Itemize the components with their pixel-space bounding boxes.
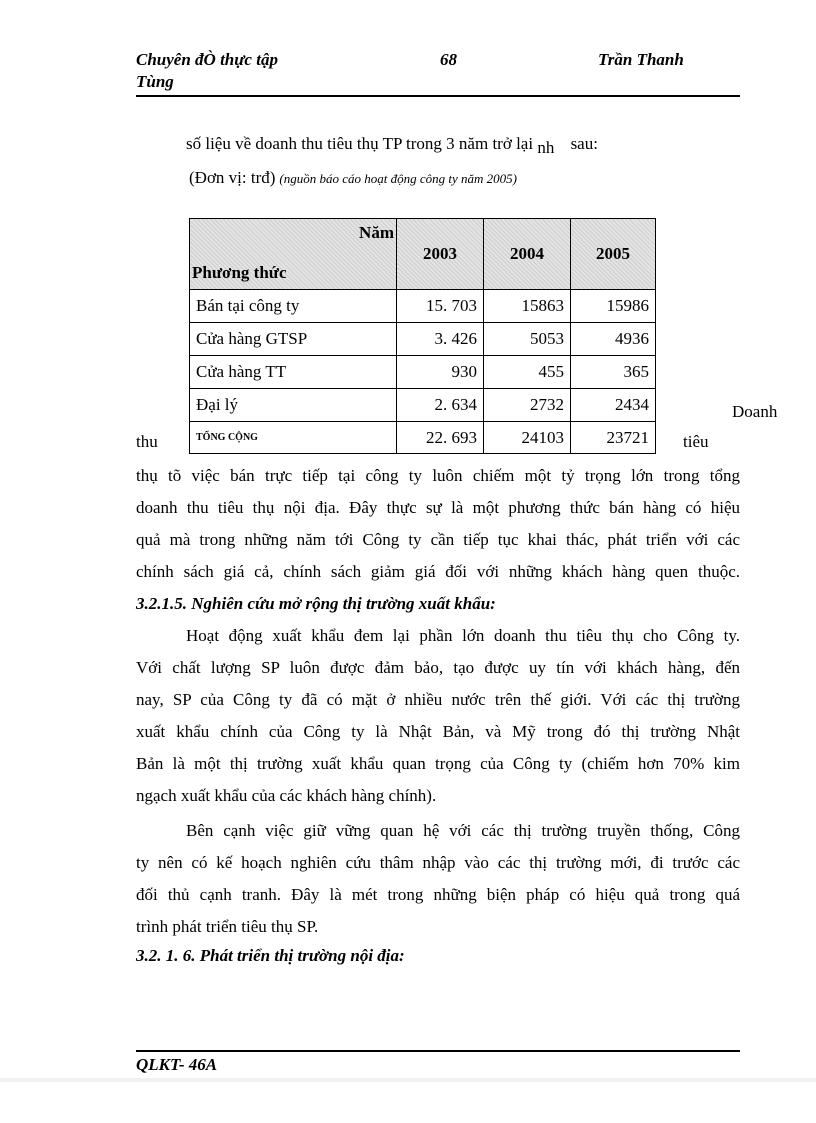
corner-method-label: Phương thức xyxy=(192,263,287,282)
text-line: chính sách giá cả, chính sách giảm giá đối với những khách hàng quen thuộc. xyxy=(136,562,740,581)
intro-line xyxy=(186,134,598,157)
page-bottom-strip xyxy=(0,1078,816,1082)
corner-cell xyxy=(190,219,397,290)
intro-text: số liệu về doanh thu tiêu thụ TP trong 3 năm trở lại xyxy=(186,134,534,153)
text-line: trình phát triển tiêu thụ SP. xyxy=(136,917,319,936)
cell-value: 15863 xyxy=(484,290,571,323)
year-header: 2003 xyxy=(397,219,484,290)
footer-code: QLKT- 46A xyxy=(136,1055,218,1074)
section-heading-export: 3.2.1.5. Nghiên cứu mở rộng thị trường xuất khẩu: xyxy=(136,594,496,613)
text-line: doanh thu tiêu thụ nội địa. Đây thực sự là một phương thức bán hàng có hiệu xyxy=(136,498,740,517)
header-rule xyxy=(136,95,740,97)
section-heading-domestic: 3.2. 1. 6. Phát triển thị trường nội địa: xyxy=(136,946,405,965)
cell-value: 2. 634 xyxy=(397,389,484,422)
year-header: 2004 xyxy=(484,219,571,290)
paragraph-2 xyxy=(136,620,740,812)
wrap-word-right-top: Doanh xyxy=(732,402,778,421)
row-label: Bán tại công ty xyxy=(190,290,397,323)
row-label: Cửa hàng TT xyxy=(190,356,397,389)
wrap-word-left: thu xyxy=(136,432,158,451)
total-value: 22. 693 xyxy=(397,422,484,454)
cell-value: 3. 426 xyxy=(397,323,484,356)
text-line: Với chất lượng SP luôn được đảm bảo, tạo được uy tín với khách hàng, đến xyxy=(136,658,740,677)
text-line: Hoạt động xuất khẩu đem lại phần lớn doanh thu tiêu thụ cho Công ty. xyxy=(186,626,740,645)
text-line: Bên cạnh việc giữ vững quan hệ với các thị trường truyền thống, Công xyxy=(186,821,740,840)
table-row xyxy=(190,389,656,422)
text-line: quả mà trong những năm tới Công ty cần tiếp tục khai thác, phát triển với các xyxy=(136,530,740,549)
table-header-row xyxy=(190,219,656,290)
source-note: (nguồn báo cáo hoạt động công ty năm 2005) xyxy=(279,171,518,186)
header-left-title: Chuyên đÒ thực tập xyxy=(136,50,278,69)
total-value: 24103 xyxy=(484,422,571,454)
total-label: TỔNG CỘNG xyxy=(190,422,397,454)
text-line: ngạch xuất khẩu của các khách hàng chính). xyxy=(136,786,437,805)
table-row xyxy=(190,290,656,323)
footer-rule xyxy=(136,1050,740,1052)
cell-value: 5053 xyxy=(484,323,571,356)
text-line: đối thủ cạnh tranh. Đây là mét trong những biện pháp có hiệu quả trong quá xyxy=(136,885,740,904)
cell-value: 2434 xyxy=(571,389,656,422)
cell-value: 15. 703 xyxy=(397,290,484,323)
corner-year-label: Năm xyxy=(359,223,394,242)
text-line: xuất khẩu chính của Công ty là Nhật Bản, và Mỹ trong đó thị trường Nhật xyxy=(136,722,740,741)
table-row xyxy=(190,323,656,356)
page-number: 68 xyxy=(440,50,457,69)
row-label: Đại lý xyxy=(190,389,397,422)
text-line: thụ tõ việc bán trực tiếp tại công ty luôn chiếm một tỷ trọng lớn trong tổng xyxy=(136,466,740,485)
cell-value: 455 xyxy=(484,356,571,389)
wrap-word-right-bottom: tiêu xyxy=(683,432,709,451)
header-author: Trần Thanh xyxy=(598,50,684,69)
text-line: nay, SP của Công ty đã có mặt ở nhiều nước trên thế giới. Với các thị trường xyxy=(136,690,740,709)
paragraph-3 xyxy=(136,815,740,943)
text-line: ty nên có kế hoạch nghiên cứu thâm nhập vào các thị trường mới, đi trước các xyxy=(136,853,740,872)
text-line: Bản là một thị trường xuất khẩu quan trọng của Công ty (chiếm hơn 70% kim xyxy=(136,754,740,773)
cell-value: 365 xyxy=(571,356,656,389)
year-header: 2005 xyxy=(571,219,656,290)
table-row xyxy=(190,356,656,389)
cell-value: 2732 xyxy=(484,389,571,422)
cell-value: 4936 xyxy=(571,323,656,356)
unit-label: (Đơn vị: trđ) xyxy=(189,168,276,187)
intro-text-end: sau: xyxy=(570,134,598,153)
paragraph-1 xyxy=(136,460,740,588)
cell-value: 930 xyxy=(397,356,484,389)
cell-value: 15986 xyxy=(571,290,656,323)
row-label: Cửa hàng GTSP xyxy=(190,323,397,356)
table-total-row xyxy=(190,422,656,454)
total-value: 23721 xyxy=(571,422,656,454)
header-left-title-cont: Tùng xyxy=(136,72,174,91)
intro-fragment: nh xyxy=(537,138,555,157)
revenue-table xyxy=(189,218,656,454)
unit-line xyxy=(189,168,517,188)
